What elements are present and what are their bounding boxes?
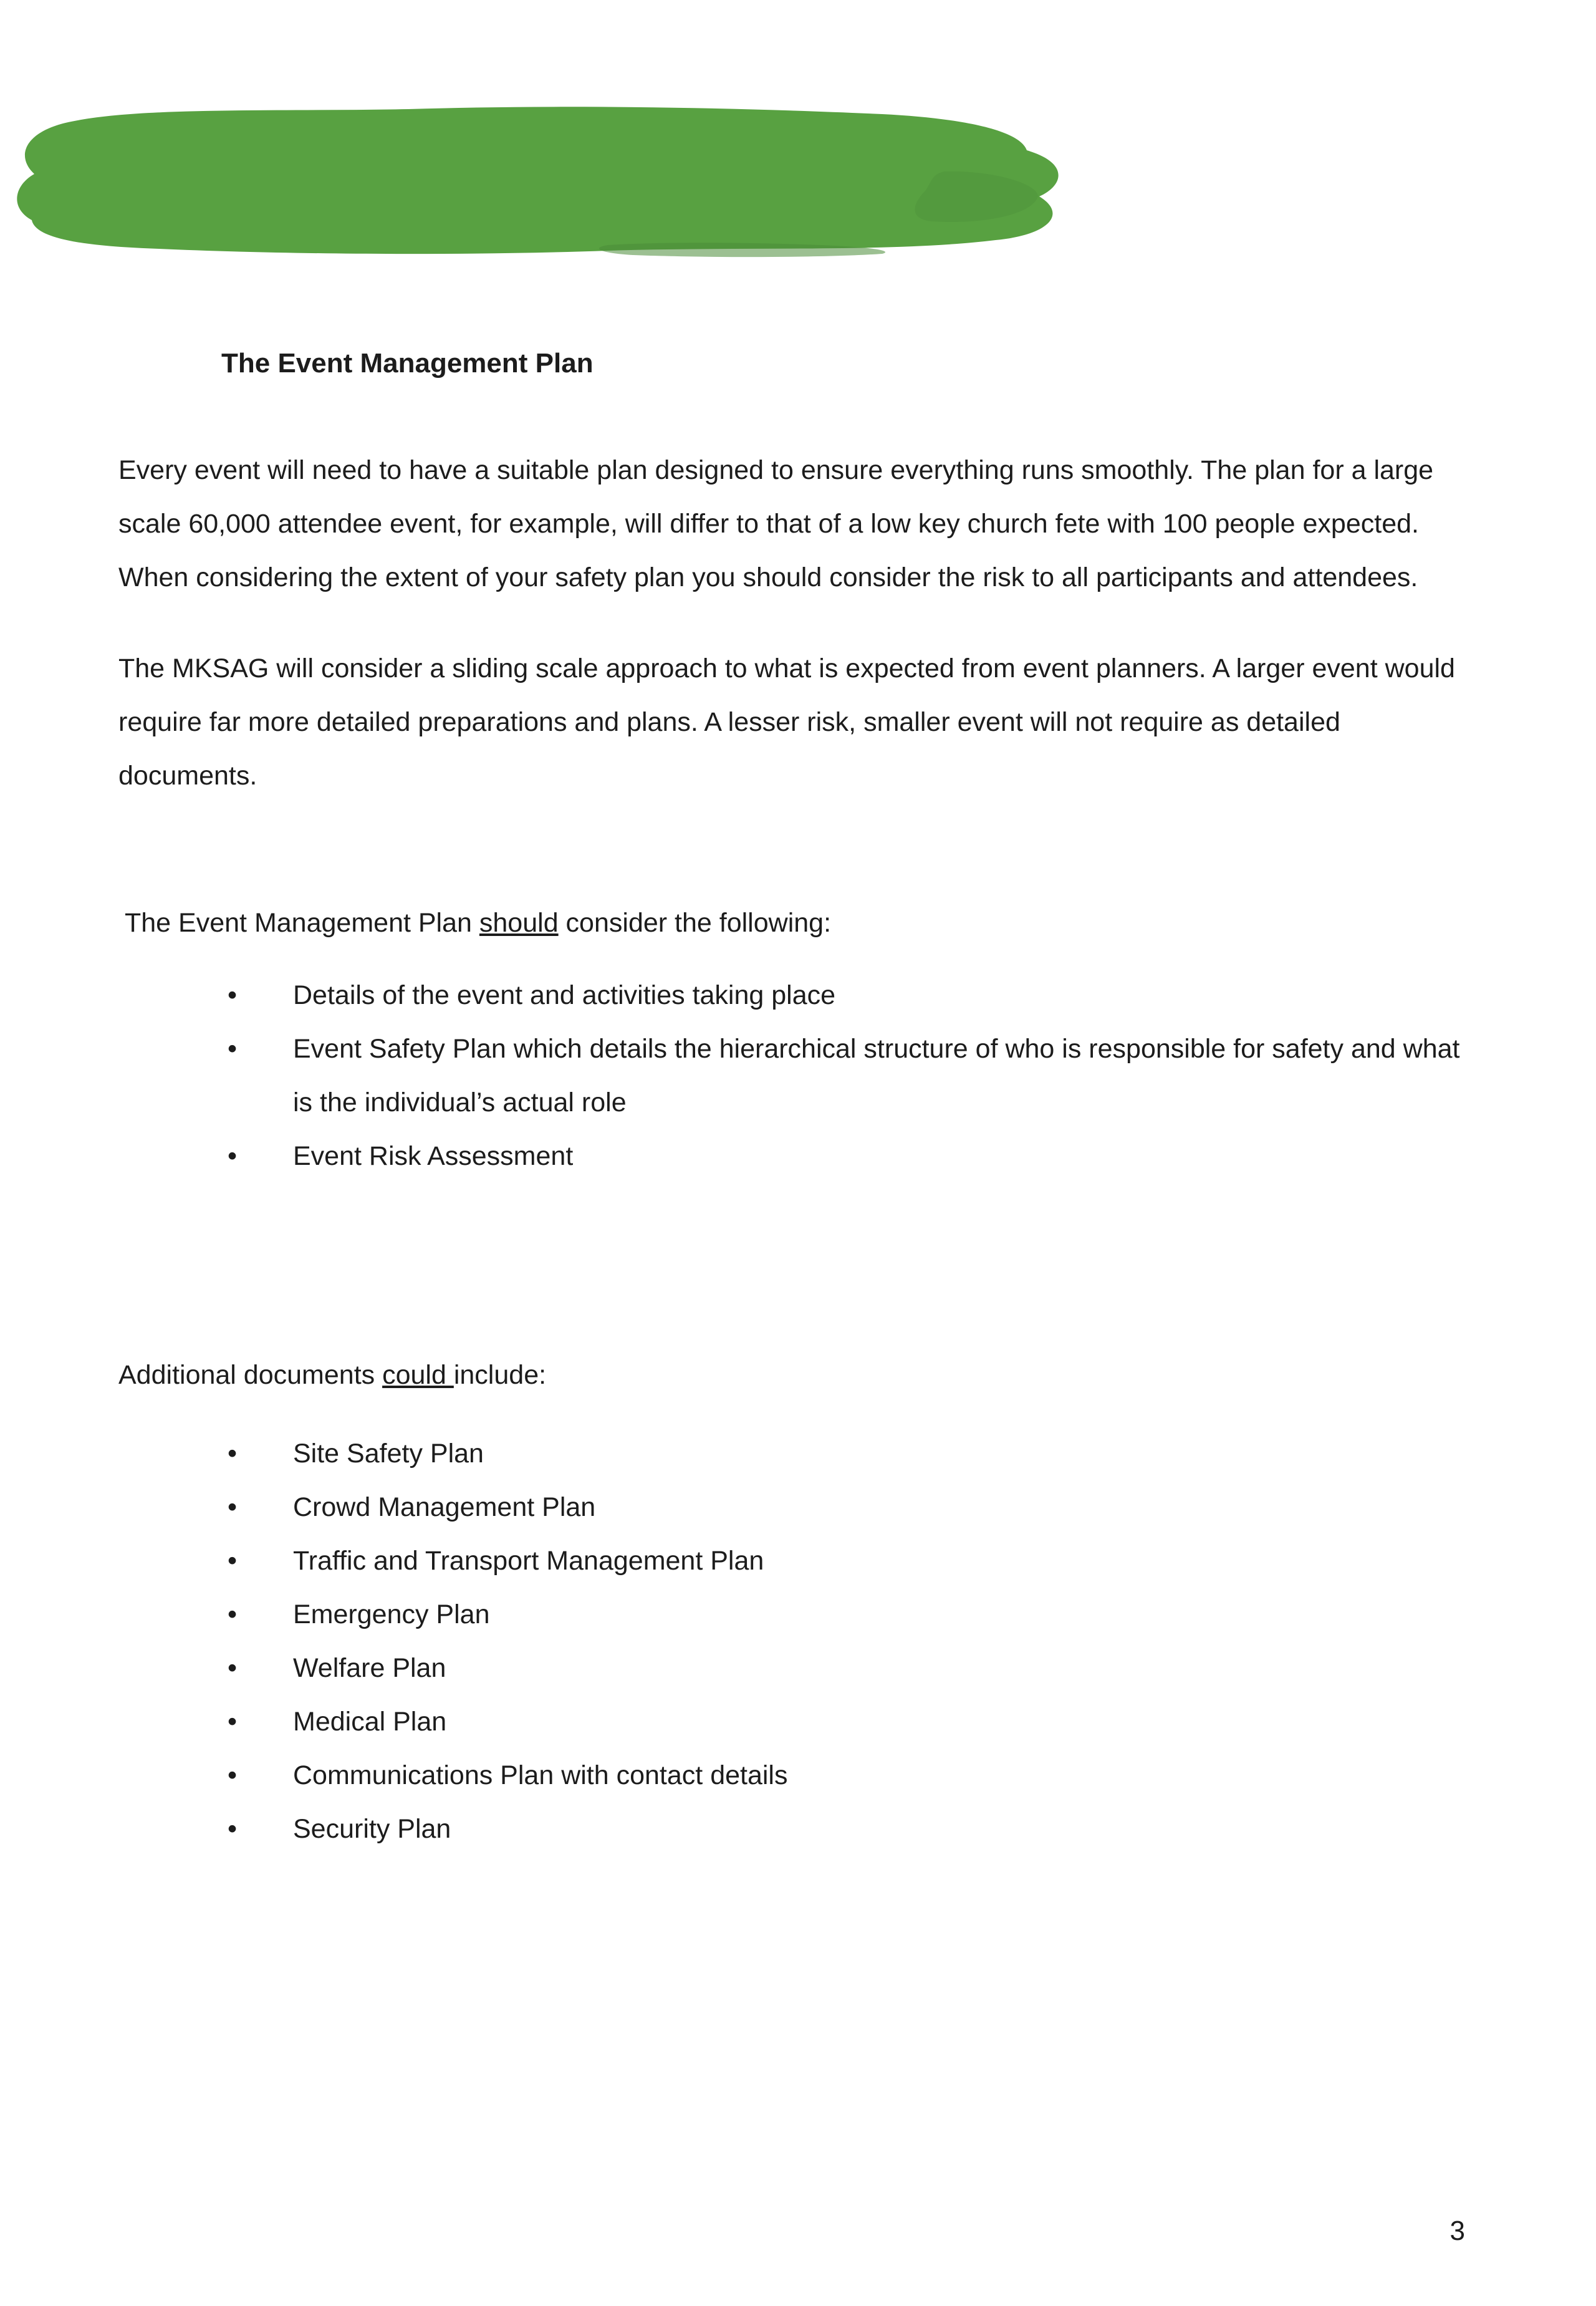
- could-line-suffix: include:: [453, 1360, 547, 1390]
- list-item: • Welfare Plan: [293, 1641, 1471, 1695]
- list-item: • Medical Plan: [293, 1695, 1471, 1749]
- list-item: • Event Risk Assessment: [293, 1129, 1471, 1183]
- could-line-prefix: Additional documents: [118, 1360, 383, 1390]
- could-line-underlined: could: [382, 1360, 454, 1390]
- list-item: • Site Safety Plan: [293, 1427, 1471, 1480]
- page-number: 3: [1449, 2216, 1465, 2246]
- list-item: • Details of the event and activities taking place: [293, 968, 1471, 1022]
- page-title: Planning your event: [128, 250, 432, 285]
- should-line-suffix: consider the following:: [558, 908, 832, 938]
- should-lead-line: [125, 896, 1471, 950]
- additional-documents-list: [118, 1427, 1471, 1856]
- list-item: • Communications Plan with contact details: [293, 1749, 1471, 1802]
- list-item: • Traffic and Transport Management Plan: [293, 1534, 1471, 1588]
- should-line-underlined: should: [479, 908, 559, 938]
- section-heading: The Event Management Plan: [221, 348, 594, 379]
- list-item: • Security Plan: [293, 1802, 1471, 1856]
- list-item: • Emergency Plan: [293, 1588, 1471, 1641]
- should-consider-list: [118, 968, 1471, 1183]
- paragraph-intro: Every event will need to have a suitable plan designed to ensure everything runs smoothly. The plan for a large scale 60,000 attendee event, for example, will differ to that of a low key church fete with 100 people expected. When considering the extent of your safety plan you should consider the risk to all participants and attendees.: [118, 455, 1434, 592]
- paragraph-mksag: The MKSAG will consider a sliding scale approach to what is expected from event planners. A larger event would require far more detailed preparations and plans. A lesser risk, smaller event will not require as detailed documents.: [118, 654, 1455, 791]
- list-item: • Crowd Management Plan: [293, 1480, 1471, 1534]
- could-lead-line: [118, 1348, 1471, 1402]
- list-item: • Event Safety Plan which details the hierarchical structure of who is responsible for safety and what is the individual’s actual role: [293, 1022, 1471, 1129]
- should-line-prefix: The Event Management Plan: [125, 908, 479, 938]
